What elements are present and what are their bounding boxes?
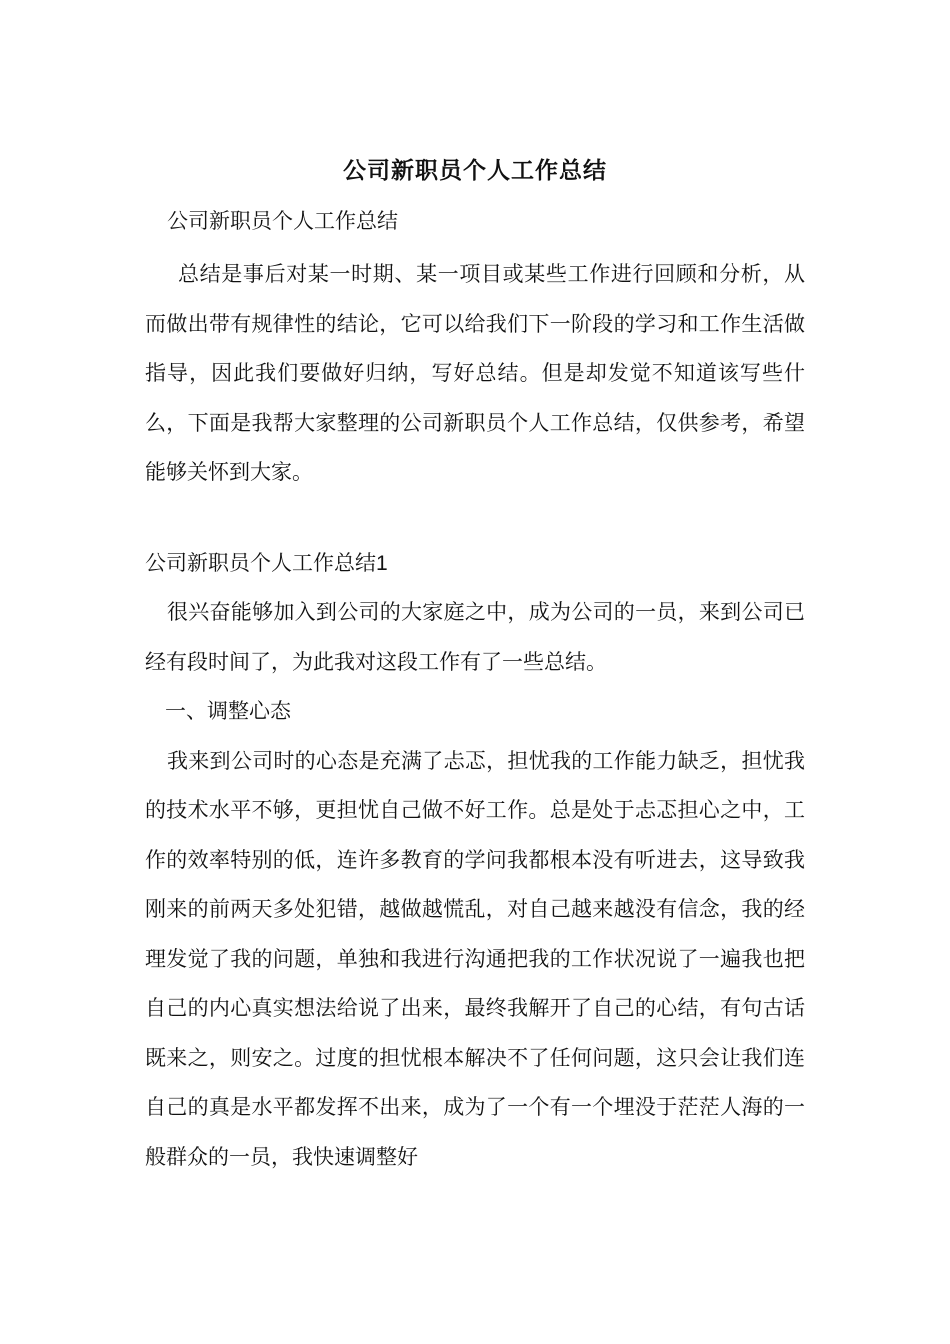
document-title: 公司新职员个人工作总结: [343, 157, 607, 184]
section-title-text: 公司新职员个人工作总结: [145, 550, 376, 575]
document-subtitle: 公司新职员个人工作总结: [167, 209, 398, 233]
section-paragraph: 很兴奋能够加入到公司的大家庭之中，成为公司的一员，来到公司已经有段时间了，为此我对这段工作有了一些总结。: [145, 600, 805, 674]
section-number: 1: [376, 551, 388, 575]
section-paragraph: 我来到公司时的心态是充满了忐忑，担忧我的工作能力缺乏，担忧我的技术水平不够，更担忧自己做不好工作。总是处于忐忑担心之中，工作的效率特别的低，连许多教育的学问我都根本没有听进去，这导致我刚来的前两天多处犯错，越做越慌乱，对自己越来越没有信念，我的经理发觉了我的问题，单独和我进行沟通把我的工作状况说了一遍我也把自己的内心真实想法给说了出来，最终我解开了自己的心结，有句古话既来之，则安之。过度的担忧根本解决不了任何问题，这只会让我们连自己的真是水平都发挥不出来，成为了一个有一个埋没于茫茫人海的一般群众的一员，我快速调整好: [145, 748, 805, 1169]
intro-paragraph: 总结是事后对某一时期、某一项目或某些工作进行回顾和分析，从而做出带有规律性的结论，它可以给我们下一阶段的学习和工作生活做指导，因此我们要做好归纳，写好总结。但是却发觉不知道该写些什么，下面是我帮大家整理的公司新职员个人工作总结，仅供参考，希望能够关怀到大家。: [145, 262, 805, 484]
section-heading: 一、调整心态: [165, 699, 291, 723]
document-body: [145, 148, 805, 1182]
section-title: [145, 539, 805, 589]
